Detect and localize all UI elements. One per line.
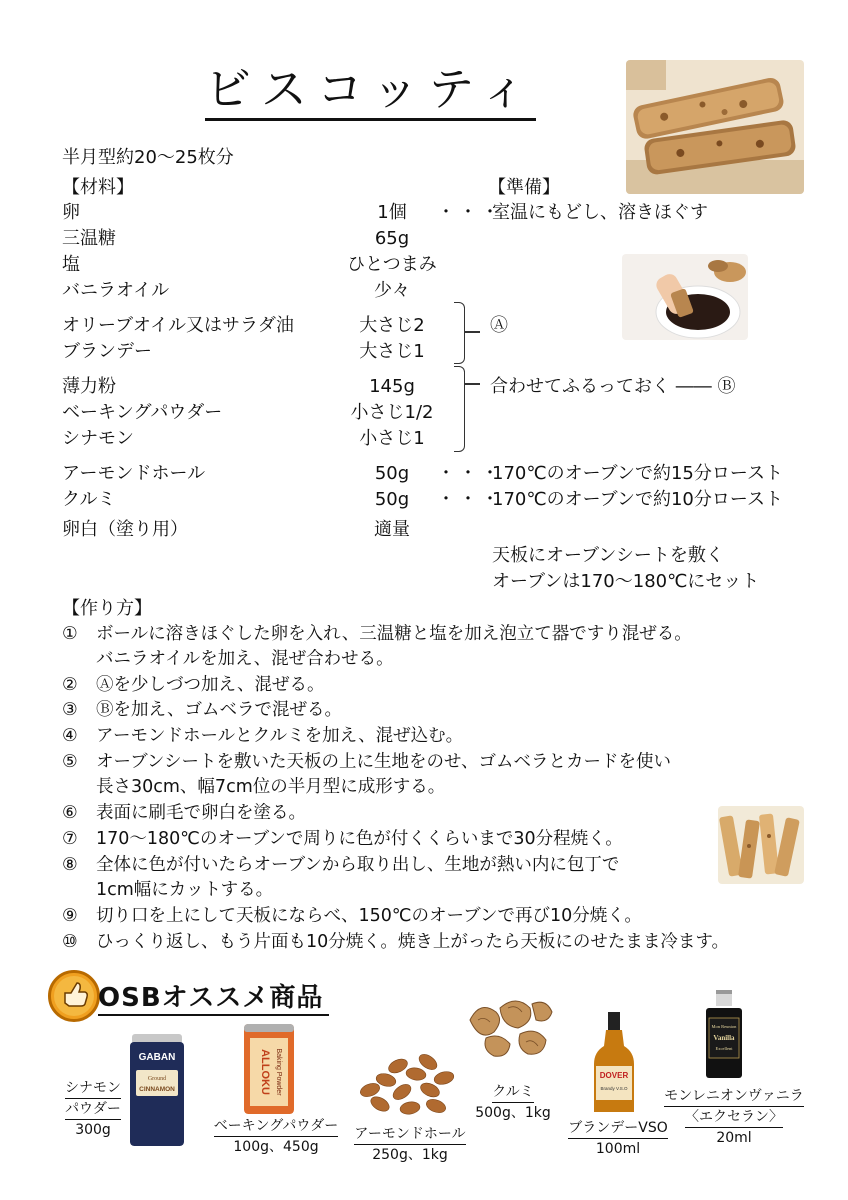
- step-text: 170～180℃のオーブンで周りに色が付くくらいまで30分程焼く。: [96, 829, 623, 849]
- ingredient-name: 三温糖: [62, 228, 116, 249]
- method-step: [62, 647, 394, 671]
- step-text: 長さ30cm、幅7cm位の半月型に成形する。: [96, 777, 446, 797]
- step-text: 切り口を上にして天板にならべ、150℃のオーブンで再び10分焼く。: [96, 906, 642, 926]
- product-name: パウダー: [65, 1099, 121, 1120]
- step-number: ③: [62, 700, 78, 720]
- ingredient-qty: 50g: [374, 463, 410, 484]
- brace-a: [454, 302, 465, 364]
- ingredient-row: [62, 200, 822, 226]
- recommend-title: OSBオススメ商品: [98, 982, 329, 1016]
- group-a-label: Ⓐ: [490, 315, 508, 336]
- ingredient-name: オリーブオイル又はサラダ油: [62, 315, 294, 336]
- step-text: バニラオイルを加え、混ぜ合わせる。: [96, 649, 394, 669]
- ingredient-qty: 小さじ1: [359, 428, 425, 449]
- vanilla-main: Excellent: [715, 1046, 733, 1051]
- step-text: アーモンドホールとクルミを加え、混ぜ込む。: [96, 726, 464, 746]
- step-number: ⑨: [62, 906, 78, 926]
- ingredient-name: バニラオイル: [62, 280, 170, 301]
- step-number: ②: [62, 675, 78, 695]
- ingredient-qty: 適量: [374, 519, 410, 540]
- method-step: [62, 801, 306, 825]
- step-text: 1cm幅にカットする。: [96, 880, 274, 900]
- step-text: ひっくり返し、もう片面も10分焼く。焼き上がったら天板にのせたまま冷ます。: [96, 932, 730, 952]
- product-name: モンレニオンヴァニラ: [664, 1086, 804, 1107]
- ingredient-row: [62, 426, 822, 452]
- product-vanilla-label: [664, 1086, 804, 1148]
- brandy-sub: Brandy V.S.O: [600, 1086, 628, 1091]
- method-step: [62, 853, 619, 877]
- walnuts-image: [460, 990, 556, 1064]
- method-step: [62, 673, 325, 697]
- method-step: [62, 698, 342, 722]
- step-text: 全体に色が付いたらオーブンから取り出し、生地が熱い内に包丁で: [96, 855, 620, 875]
- brace-b: [454, 366, 465, 452]
- brace-a-tip: [464, 331, 480, 333]
- prep-note: オーブンは170～180℃にセット: [492, 571, 760, 592]
- method-step: [62, 724, 463, 748]
- ingredient-name: ブランデー: [62, 341, 152, 362]
- brace-b-tip: [464, 383, 480, 385]
- cinnamon-sub: Ground: [147, 1076, 167, 1082]
- step-number: ⑦: [62, 829, 78, 849]
- product-cinnamon-label: [62, 1078, 124, 1140]
- ingredient-qty: 1個: [377, 202, 407, 223]
- product-name: アーモンドホール: [354, 1124, 465, 1145]
- ingredient-qty: 50g: [374, 489, 410, 510]
- product-size: 20ml: [716, 1130, 752, 1146]
- step-number: ④: [62, 726, 78, 746]
- ingredient-qty: 少々: [374, 280, 410, 301]
- ingredients-header: 【材料】: [62, 177, 134, 198]
- group-b-label: [490, 374, 735, 400]
- product-name: クルミ: [492, 1082, 534, 1103]
- ingredient-row: [62, 461, 822, 487]
- vanilla-bottle-image: [704, 990, 744, 1080]
- method-step: [62, 775, 445, 799]
- leader-dots: ・・・: [437, 489, 503, 510]
- baking-powder-can-image: [244, 1024, 294, 1114]
- ingredient-name: シナモン: [62, 428, 134, 449]
- ingredient-row: [62, 313, 822, 339]
- almonds-image: [350, 1050, 458, 1120]
- step-text: Ⓐを少しづつ加え、混ぜる。: [96, 675, 325, 695]
- ingredient-row: [62, 226, 822, 252]
- ingredient-name: 薄力粉: [62, 376, 116, 397]
- ingredient-row: [62, 487, 822, 513]
- ingredient-note: 室温にもどし、溶きほぐす: [492, 202, 708, 223]
- product-name: シナモン: [65, 1078, 121, 1099]
- method-step: [62, 827, 623, 851]
- ingredient-qty: 大さじ1: [359, 341, 425, 362]
- step-text: 表面に刷毛で卵白を塗る。: [96, 803, 306, 823]
- product-size: 250g、1kg: [372, 1147, 448, 1163]
- product-size: 300g: [75, 1122, 111, 1138]
- product-walnut-label: [468, 1082, 558, 1123]
- step-text: オーブンシートを敷いた天板の上に生地をのせ、ゴムベラとカードを使い: [96, 752, 671, 772]
- ingredient-name: 卵: [62, 202, 80, 223]
- brandy-brand: DOVER: [599, 1071, 629, 1080]
- ingredient-qty: 大さじ2: [359, 315, 425, 336]
- step-number: ⑥: [62, 803, 78, 823]
- method-step: [62, 878, 273, 902]
- method-step: [62, 750, 671, 774]
- product-name: ブランデーVSO: [568, 1118, 667, 1139]
- step-number: ⑧: [62, 855, 78, 875]
- ingredient-note: 170℃のオーブンで約10分ロースト: [492, 489, 783, 510]
- baking-powder-sub: Baking Powder: [275, 1048, 282, 1096]
- ingredient-qty: 65g: [374, 228, 410, 249]
- group-b-text: 合わせてふるっておく ――: [490, 376, 718, 397]
- ingredient-note: 170℃のオーブンで約15分ロースト: [492, 463, 783, 484]
- ingredient-name: 卵白（塗り用）: [62, 519, 188, 540]
- product-brandy-label: [568, 1118, 668, 1159]
- sliced-biscotti-photo: [718, 806, 804, 884]
- ingredient-qty: 145g: [369, 376, 415, 397]
- leader-dots: ・・・: [437, 202, 503, 223]
- ingredient-name: アーモンドホール: [62, 463, 206, 484]
- method-step: [62, 930, 729, 954]
- step-number: ⑤: [62, 752, 78, 772]
- thumbs-up-icon: [48, 970, 100, 1022]
- step-text: ボールに溶きほぐした卵を入れ、三温糖と塩を加え泡立て器ですり混ぜる。: [96, 624, 692, 644]
- product-size: 100g、450g: [233, 1139, 319, 1155]
- vanilla-brand: Mon Reunion: [711, 1024, 737, 1029]
- step-number: ①: [62, 624, 78, 644]
- vanilla-sub: Vanilla: [713, 1034, 735, 1042]
- page-title: ビスコッティ: [205, 62, 536, 121]
- ingredient-qty: 小さじ1/2: [350, 402, 434, 423]
- product-almond-label: [350, 1124, 470, 1165]
- method-step: [62, 904, 642, 928]
- brandy-bottle-image: [592, 1012, 636, 1114]
- cinnamon-brand: GABAN: [138, 1052, 176, 1063]
- leader-dots: ・・・: [437, 463, 503, 484]
- cinnamon-can-image: [130, 1034, 184, 1146]
- baking-powder-brand: ALLOKU: [259, 1049, 271, 1095]
- ingredient-name: 塩: [62, 254, 80, 275]
- method-header: 【作り方】: [62, 598, 152, 619]
- biscotti-photo: [626, 60, 804, 194]
- ingredient-row: [62, 517, 822, 543]
- ingredient-row: [62, 339, 822, 365]
- product-size: 100ml: [595, 1141, 641, 1157]
- servings: 半月型約20～25枚分: [62, 147, 234, 168]
- prep-header: 【準備】: [488, 177, 560, 198]
- product-size: 500g、1kg: [475, 1105, 551, 1121]
- prep-note: 天板にオーブンシートを敷く: [492, 545, 724, 566]
- ingredient-row: [62, 400, 822, 426]
- ingredient-name: クルミ: [62, 489, 116, 510]
- method-step: [62, 622, 692, 646]
- step-number: ⑩: [62, 932, 78, 952]
- cinnamon-main: CINNAMON: [139, 1086, 175, 1093]
- product-baking-powder-label: [206, 1116, 346, 1157]
- group-b-symbol: Ⓑ: [717, 376, 736, 397]
- ingredient-name: ベーキングパウダー: [62, 402, 223, 423]
- product-name: ベーキングパウダー: [214, 1116, 339, 1137]
- step-text: Ⓑを加え、ゴムベラで混ぜる。: [96, 700, 343, 720]
- ingredient-qty: ひとつまみ: [347, 254, 437, 275]
- product-name: 〈エクセラン〉: [685, 1107, 783, 1128]
